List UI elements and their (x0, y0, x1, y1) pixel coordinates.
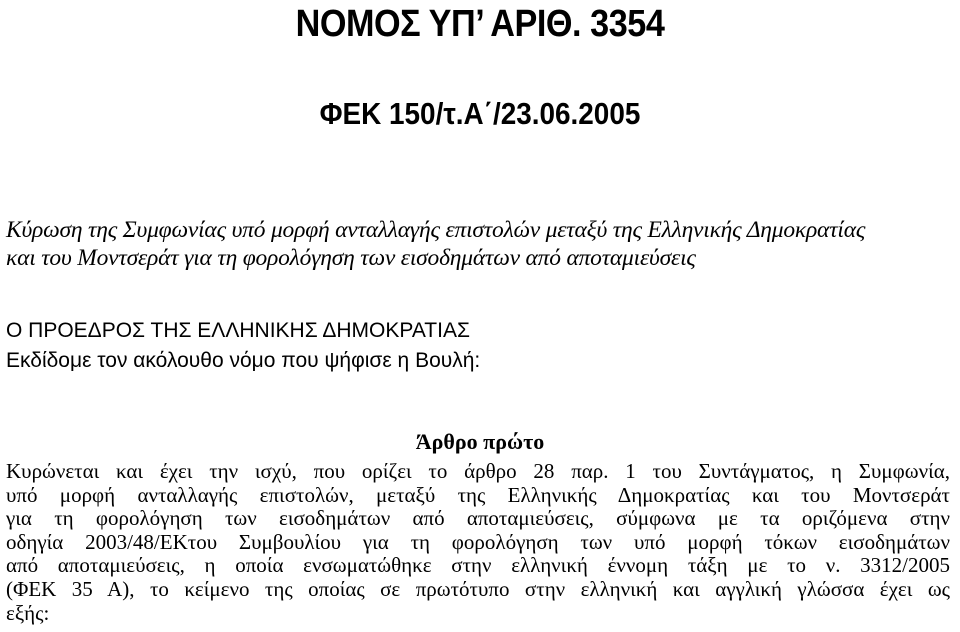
article-line: από αποταμιεύσεις, η οποία ενσωματώθηκε στην ελληνική έννομη τάξη με το ν. 3312/2005 (6, 553, 950, 578)
enactment-formula: Εκδίδομε τον ακόλουθο νόμο που ψήφισε η Βουλή: (6, 349, 481, 372)
president-heading: Ο ΠΡΟΕΔΡΟΣ ΤΗΣ ΕΛΛΗΝΙΚΗΣ ΔΗΜΟΚΡΑΤΙΑΣ (6, 319, 470, 342)
gazette-reference: ΦΕΚ 150/τ.Α΄/23.06.2005 (319, 96, 641, 131)
article-heading: Άρθρο πρώτο (415, 429, 545, 454)
article-line: Κυρώνεται και έχει την ισχύ, που ορίζει το άρθρο 28 παρ. 1 του Συντάγματος, η Συμφωνία, (6, 459, 950, 483)
law-subject (6, 216, 956, 272)
article-line: εξής: (6, 600, 50, 625)
law-subject-line: και του Μοντσεράτ για τη φορολόγηση των εισοδημάτων από αποταμιεύσεις (6, 245, 696, 271)
law-subject-line: Κύρωση της Συμφωνίας υπό μορφή ανταλλαγής επιστολών μεταξύ της Ελληνικής Δημοκρατίας (6, 217, 866, 243)
article-line: για τη φορολόγηση των εισοδημάτων από αποταμιεύσεις, σύμφωνα με τα οριζόμενα στην (6, 506, 950, 531)
article-line: οδηγία 2003/48/ΕΚτου Συμβουλίου για τη φορολόγηση των υπό μορφή τόκων εισοδημάτων (6, 529, 950, 554)
article-line: υπό μορφή ανταλλαγής επιστολών, μεταξύ της Ελληνικής Δημοκρατίας και του Μοντσεράτ (6, 482, 950, 507)
article-line: (ΦΕΚ 35 Α), το κείμενο της οποίας σε πρωτότυπο στην ελληνική και αγγλική γλώσσα έχει ως (6, 576, 950, 601)
law-title: ΝΟΜΟΣ ΥΠ’ ΑΡΙΘ. 3354 (295, 3, 665, 45)
article-body (6, 460, 956, 625)
